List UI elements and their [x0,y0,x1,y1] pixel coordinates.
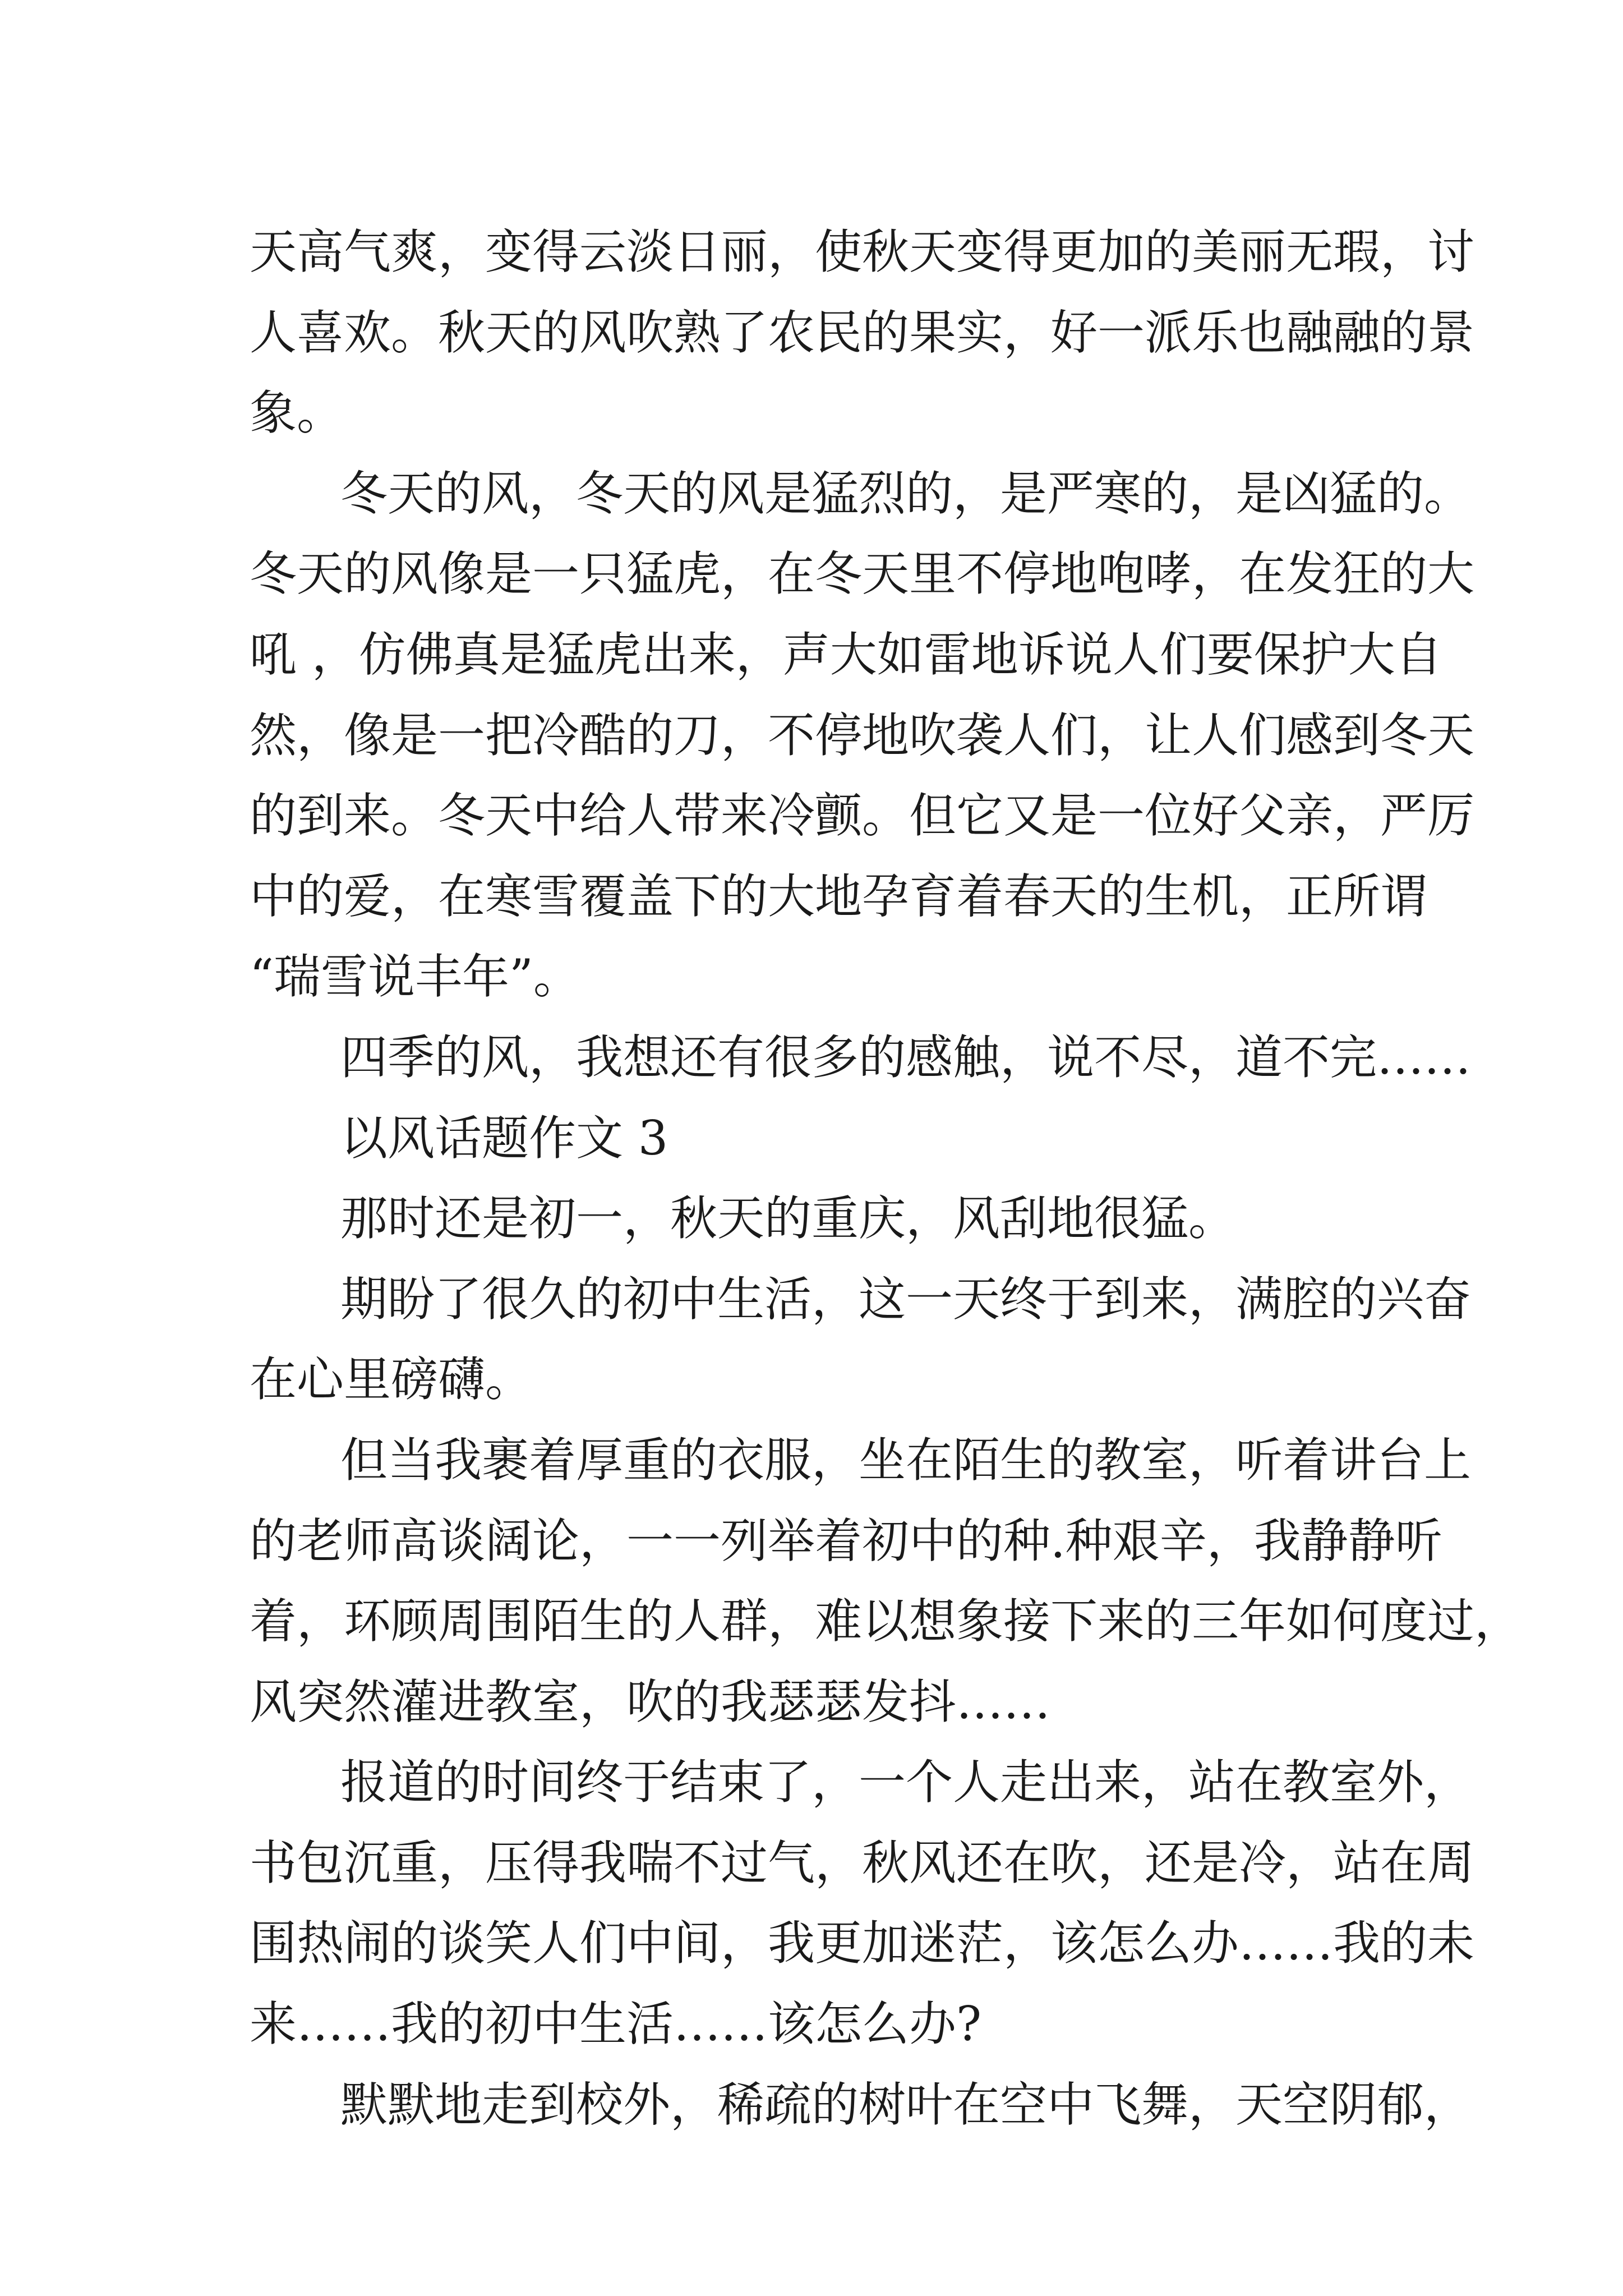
text-line: 书包沉重，压得我喘不过气，秋风还在吹，还是冷，站在周 [250,1835,1475,1890]
text-line: 在心里磅礴。 [250,1352,533,1407]
text-line: 风突然灌进教室，吹的我瑟瑟发抖…… [250,1674,1051,1729]
text-line: 吼 ，仿佛真是猛虎出来，声大如雷地诉说人们要保护大自 [250,627,1442,682]
text-line: 天高气爽，变得云淡日丽，使秋天变得更加的美丽无瑕，讨 [250,224,1475,279]
text-line: 的到来。冬天中给人带来冷颤。但它又是一位好父亲，严厉 [250,788,1475,844]
text-line: “瑞雪说丰年”。 [250,949,580,1005]
text-line: 然，像是一把冷酷的刀，不停地吹袭人们，让人们感到冬天 [250,707,1475,763]
section-heading: 以风话题作文 3 [340,1110,668,1166]
paragraph-start-line: 冬天的风，冬天的风是猛烈的，是严寒的，是凶猛的。 [340,466,1472,521]
text-line: 人喜欢。秋天的风吹熟了农民的果实，好一派乐也融融的景 [250,305,1475,360]
body-text [250,212,1522,2145]
text-line: 中的爱，在寒雪覆盖下的大地孕育着春天的生机，正所谓 [250,868,1428,924]
text-line: 的老师高谈阔论，一一列举着初中的种.种艰辛，我静静听 [250,1513,1442,1568]
text-line: 冬天的风像是一只猛虎，在冬天里不停地咆哮，在发狂的大 [250,546,1475,602]
paragraph-start-line: 那时还是初一，秋天的重庆，风刮地很猛。 [340,1191,1236,1246]
paragraph-start-line: 默默地走到校外，稀疏的树叶在空中飞舞，天空阴郁， [340,2077,1472,2132]
paragraph-start-line: 但当我裹着厚重的衣服，坐在陌生的教室，听着讲台上 [340,1432,1472,1488]
text-line: 来……我的初中生活……该怎么办? [250,1996,982,2052]
paragraph-start-line: 报道的时间终于结束了，一个人走出来，站在教室外， [340,1755,1472,1810]
text-line: 围热闹的谈笑人们中间，我更加迷茫，该怎么办……我的未 [250,1916,1475,1971]
text-line: 着，环顾周围陌生的人群，难以想象接下来的三年如何度过， [250,1594,1522,1649]
paragraph-start-line: 期盼了很久的初中生活，这一天终于到来，满腔的兴奋 [340,1271,1472,1327]
paragraph-start-line: 四季的风，我想还有很多的感触，说不尽，道不完…… [340,1029,1472,1085]
text-line: 象。 [250,385,344,441]
